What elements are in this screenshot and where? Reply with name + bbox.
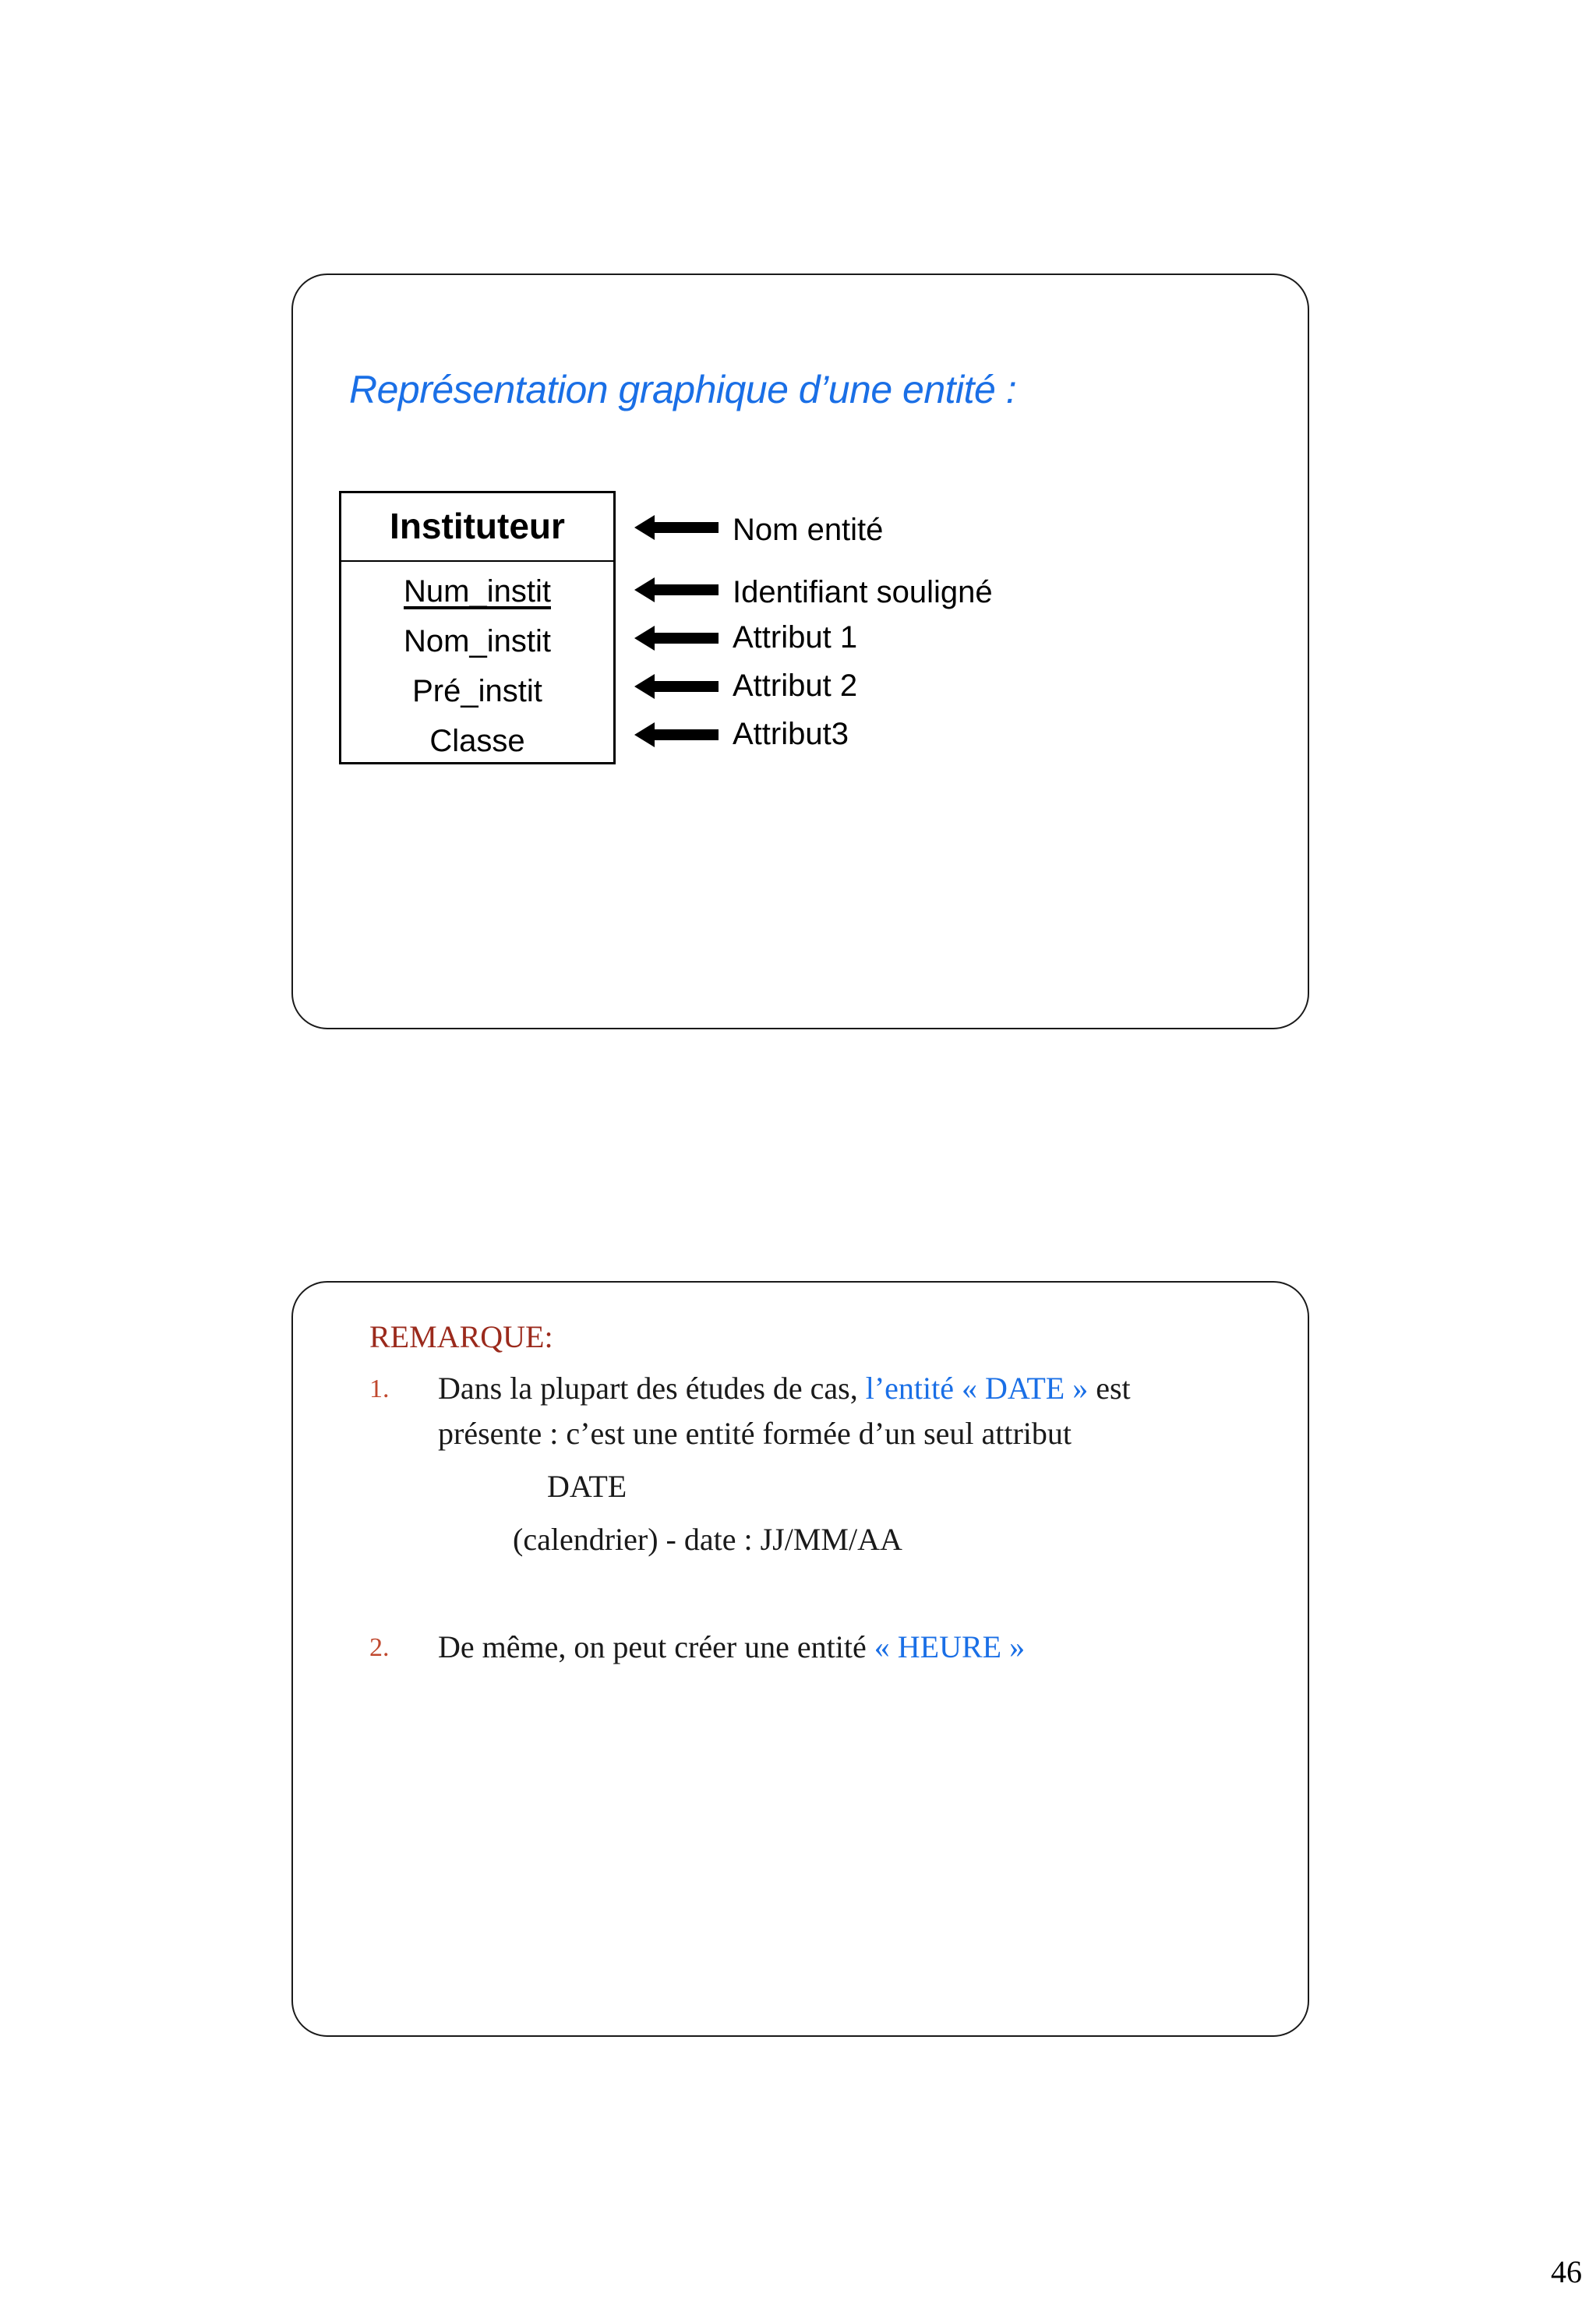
left-arrow-icon [634, 513, 719, 542]
date-format-text: (calendrier) - date : JJ/MM/AA [513, 1522, 902, 1557]
remark-heading: REMARQUE: [369, 1319, 553, 1354]
highlighted-entity: « HEURE » [874, 1629, 1026, 1664]
list-item-text [438, 1370, 1131, 1406]
entity-attribute: Nom_instit [404, 624, 551, 658]
entity-name: Instituteur [341, 493, 613, 562]
text-segment: De même, on peut créer une entité [438, 1629, 874, 1664]
slide-remark [291, 1281, 1309, 2037]
left-arrow-icon [634, 624, 719, 652]
entity-attribute: Pré_instit [412, 674, 542, 708]
annotation-identifier: Identifiant souligné [733, 575, 993, 609]
annotation-attribute: Attribut3 [733, 717, 849, 751]
left-arrow-icon [634, 576, 719, 604]
text-segment: est [1088, 1371, 1131, 1406]
slide-title: Représentation graphique d’une entité : [349, 368, 1017, 411]
annotation-attribute: Attribut 2 [733, 669, 858, 703]
annotation-entity-name: Nom entité [733, 513, 884, 547]
left-arrow-icon [634, 721, 719, 749]
list-number: 1. [369, 1375, 390, 1403]
page-number: 46 [1551, 2254, 1582, 2289]
entity-identifier: Num_instit [404, 574, 551, 609]
left-arrow-icon [634, 672, 719, 701]
entity-attributes [341, 562, 613, 766]
list-item-text [438, 1629, 1025, 1665]
list-item-text: présente : c’est une entité formée d’un seul attribut [438, 1416, 1072, 1451]
highlighted-entity: l’entité « DATE » [865, 1371, 1089, 1406]
entity-attribute: Classe [429, 724, 525, 758]
entity-box [339, 491, 616, 764]
entity-date-label: DATE [547, 1469, 627, 1504]
slide-entity-representation [291, 274, 1309, 1029]
text-segment: Dans la plupart des études de cas, [438, 1371, 866, 1406]
annotation-attribute: Attribut 1 [733, 620, 858, 655]
list-number: 2. [369, 1633, 390, 1662]
